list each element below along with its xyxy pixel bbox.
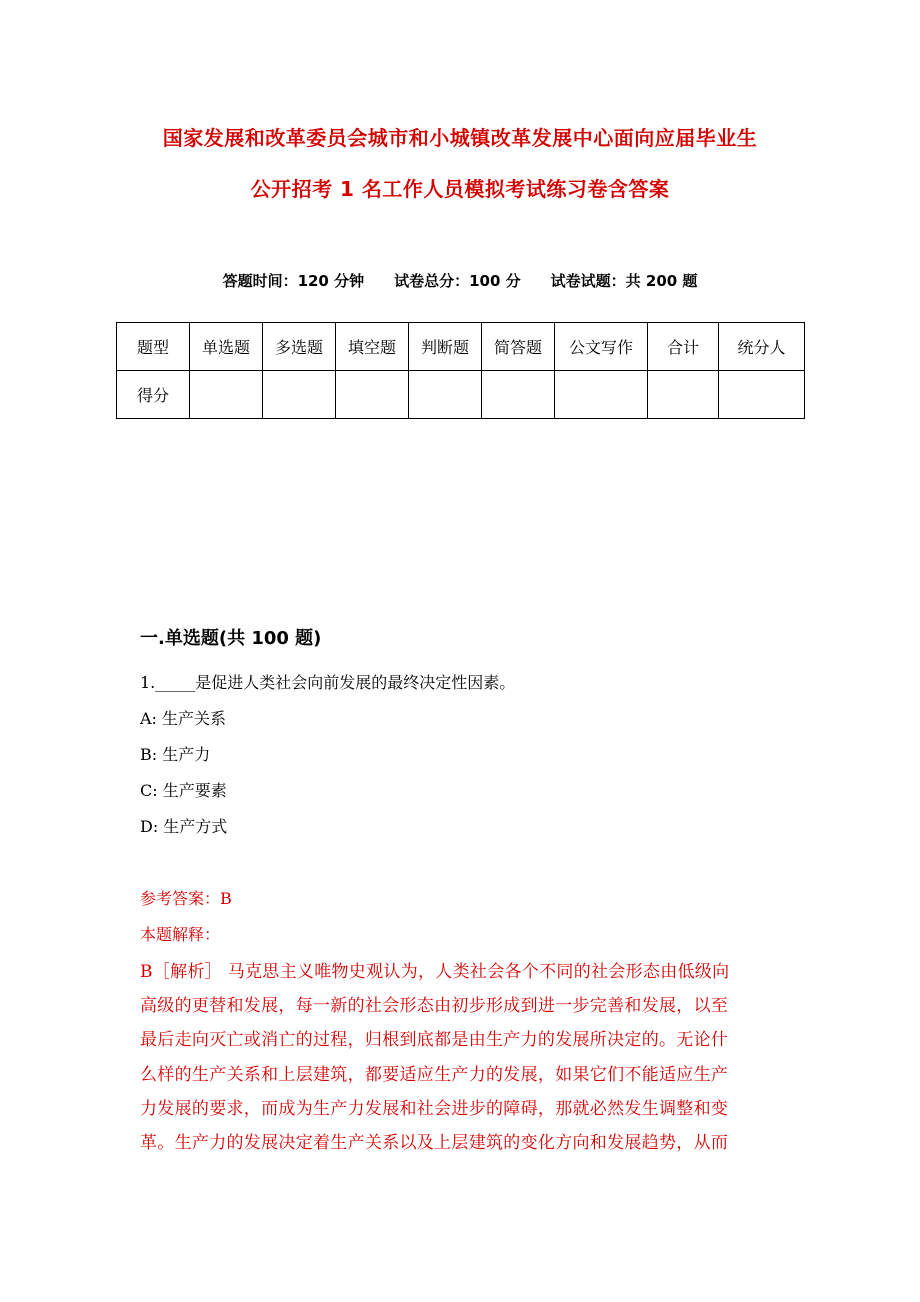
option-c: C: 生产要素 [140, 781, 227, 800]
table-header-cell: 统分人 [719, 323, 805, 371]
explanation-line: 革。生产力的发展决定着生产关系以及上层建筑的变化方向和发展趋势，从而 [140, 1133, 729, 1154]
score-cell [190, 371, 263, 419]
score-cell [336, 371, 409, 419]
explanation-text [140, 955, 780, 1160]
table-header-cell: 简答题 [482, 323, 555, 371]
option-b: B: 生产力 [140, 745, 211, 764]
reference-answer: 参考答案：B [140, 889, 232, 908]
score-cell [482, 371, 555, 419]
document-title-line-1: 国家发展和改革委员会城市和小城镇改革发展中心面向应届毕业生 [162, 126, 758, 150]
table-header-cell: 单选题 [190, 323, 263, 371]
exam-info [0, 270, 920, 291]
score-table-header-row [117, 323, 805, 371]
table-header-cell: 题型 [117, 323, 190, 371]
score-table-score-row [117, 371, 805, 419]
question-stem: 1._____是促进人类社会向前发展的最终决定性因素。 [140, 673, 516, 692]
document-title-line-2: 公开招考 1 名工作人员模拟考试练习卷含答案 [250, 177, 670, 201]
exam-time: 答题时间：120 分钟 [222, 272, 365, 290]
score-cell [719, 371, 805, 419]
table-header-cell: 判断题 [409, 323, 482, 371]
score-row-label: 得分 [117, 371, 190, 419]
score-cell [648, 371, 719, 419]
score-cell [409, 371, 482, 419]
explanation-line: 最后走向灭亡或消亡的过程，归根到底都是由生产力的发展所决定的。无论什 [140, 1030, 729, 1051]
option-a: A: 生产关系 [140, 709, 227, 728]
table-header-cell: 公文写作 [555, 323, 648, 371]
explanation-line: 力发展的要求，而成为生产力发展和社会进步的障碍，那就必然发生调整和变 [140, 1098, 729, 1119]
explanation-line: 么样的生产关系和上层建筑，都要适应生产力的发展，如果它们不能适应生产 [140, 1064, 729, 1085]
option-d: D: 生产方式 [140, 817, 228, 836]
score-table [116, 322, 805, 419]
table-header-cell: 合计 [648, 323, 719, 371]
section-title: 一.单选题(共 100 题) [140, 628, 322, 649]
explanation-label: 本题解释： [140, 925, 221, 944]
explanation-line: B［解析］ 马克思主义唯物史观认为，人类社会各个不同的社会形态由低级向 [140, 962, 730, 982]
table-header-cell: 多选题 [263, 323, 336, 371]
table-header-cell: 填空题 [336, 323, 409, 371]
explanation-line: 高级的更替和发展，每一新的社会形态由初步形成到进一步完善和发展，以至 [140, 996, 729, 1017]
exam-question-count: 试卷试题：共 200 题 [550, 272, 698, 290]
score-cell [555, 371, 648, 419]
score-cell [263, 371, 336, 419]
exam-total-score: 试卷总分：100 分 [394, 272, 521, 290]
